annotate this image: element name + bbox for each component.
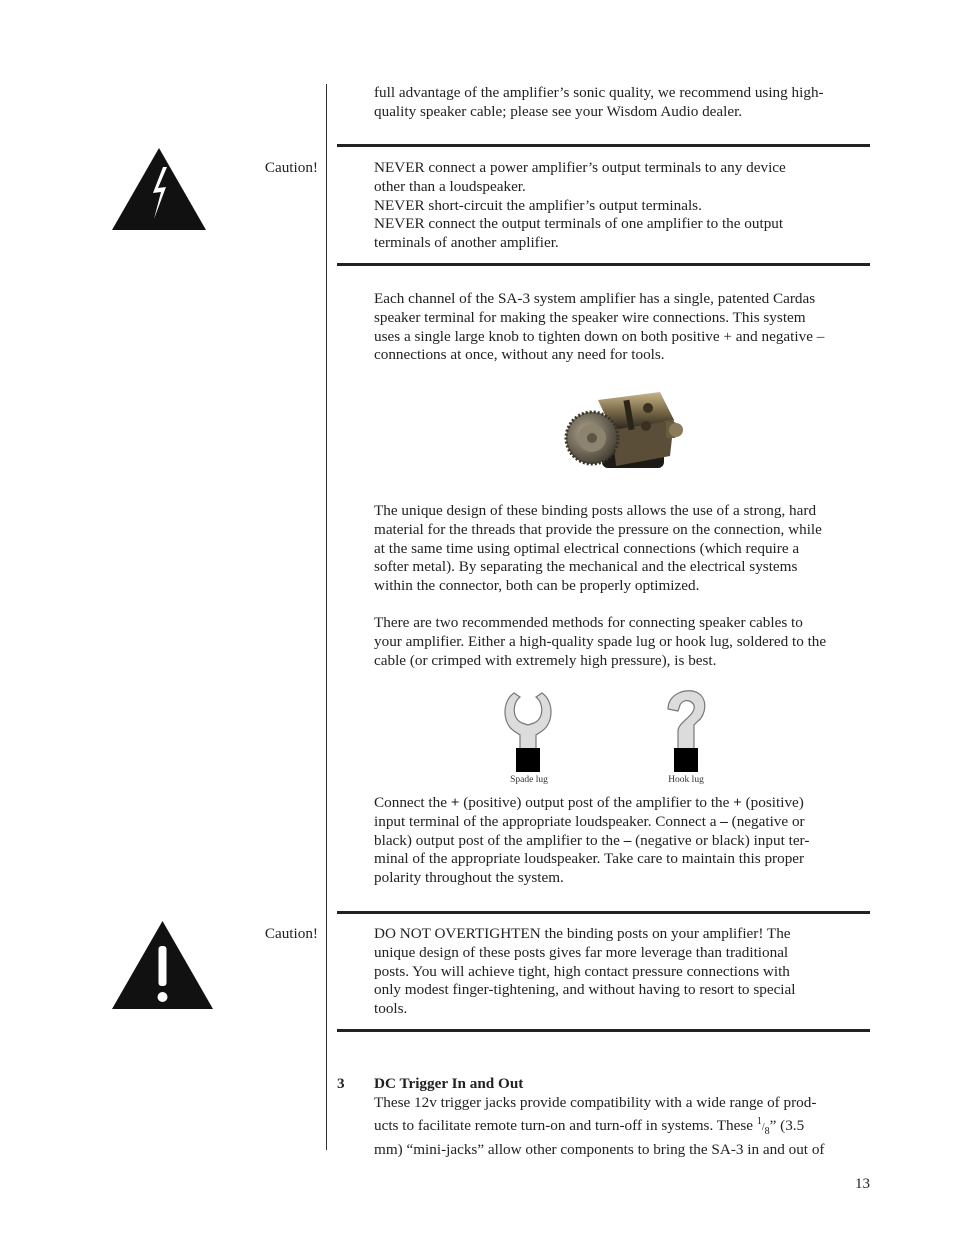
text-span: (negative or bbox=[727, 812, 805, 830]
text-line bbox=[374, 832, 870, 851]
terminal-paragraph bbox=[374, 290, 870, 365]
caution-bottom-rule bbox=[337, 1029, 870, 1032]
text-line: The unique design of these binding posts allows the use of a strong, hard bbox=[374, 502, 817, 519]
connect-paragraph bbox=[374, 794, 870, 888]
text-line: quality speaker cable; please see your Wisdom Audio dealer. bbox=[374, 102, 743, 120]
text-line bbox=[374, 794, 870, 813]
hook-lug-caption: Hook lug bbox=[668, 775, 704, 785]
text-line: speaker terminal for making the speaker wire connections. This system bbox=[374, 308, 806, 326]
intro-paragraph bbox=[374, 84, 870, 122]
text-span: black) output post of the amplifier to the bbox=[374, 831, 624, 849]
text-line: cable (or crimped with extremely high pressure), is best. bbox=[374, 651, 717, 669]
text-span: ucts to facilitate remote turn-on and turn-off in systems. These bbox=[374, 1116, 757, 1134]
minus-sign: – bbox=[720, 812, 728, 830]
section-number: 3 bbox=[337, 1075, 345, 1092]
text-line: softer metal). By separating the mechanical and the electrical systems bbox=[374, 558, 798, 576]
fraction-slash: / bbox=[761, 1121, 765, 1133]
text-line: posts. You will achieve tight, high contact pressure connections with bbox=[374, 962, 790, 980]
text-line: full advantage of the amplifier’s sonic quality, we recommend using high- bbox=[374, 84, 824, 101]
text-line: mm) “mini-jacks” allow other components to bring the SA-3 in and out of bbox=[374, 1141, 825, 1159]
binding-post-image bbox=[562, 386, 686, 480]
fraction-denominator: 8 bbox=[764, 1125, 770, 1137]
text-line bbox=[374, 1113, 870, 1142]
text-line: only modest finger-tightening, and without having to resort to special bbox=[374, 981, 796, 999]
plus-sign: + bbox=[733, 794, 742, 811]
text-line: Each channel of the SA-3 system amplifier has a single, patented Cardas bbox=[374, 290, 816, 307]
page-number: 13 bbox=[855, 1176, 870, 1192]
text-line: at the same time using optimal electrical connections (which require a bbox=[374, 539, 800, 557]
text-line: NEVER short-circuit the amplifier’s output terminals. bbox=[374, 196, 702, 214]
text-line: your amplifier. Either a high-quality spade lug or hook lug, soldered to the bbox=[374, 632, 827, 650]
text-line: tools. bbox=[374, 1000, 408, 1018]
text-line: uses a single large knob to tighten down on both positive + and negative – bbox=[374, 327, 825, 345]
plus-sign: + bbox=[450, 794, 460, 811]
caution-text bbox=[374, 159, 870, 253]
section-3 bbox=[374, 1075, 870, 1160]
caution-text bbox=[374, 925, 870, 1019]
spade-lug-icon bbox=[500, 691, 556, 773]
caution-label: Caution! bbox=[264, 925, 318, 942]
margin-rule bbox=[326, 84, 327, 1150]
text-line: other than a loudspeaker. bbox=[374, 177, 526, 195]
text-line: within the connector, both can be properly optimized. bbox=[374, 577, 700, 595]
text-span: input terminal of the appropriate loudspeaker. Connect a bbox=[374, 812, 721, 830]
caution-bottom-rule bbox=[337, 263, 870, 266]
spade-lug-caption: Spade lug bbox=[510, 775, 548, 785]
text-line: NEVER connect the output terminals of one amplifier to the output bbox=[374, 215, 784, 233]
text-line: polarity throughout the system. bbox=[374, 869, 564, 887]
text-span: (negative or black) input ter- bbox=[631, 831, 810, 849]
text-line: unique design of these posts gives far more leverage than traditional bbox=[374, 943, 789, 961]
text-span: (positive) output post of the amplifier to the bbox=[459, 794, 734, 811]
minus-sign: – bbox=[623, 831, 632, 849]
text-line: These 12v trigger jacks provide compatibility with a wide range of prod- bbox=[374, 1093, 817, 1111]
text-line: material for the threads that provide the pressure on the connection, while bbox=[374, 520, 822, 538]
design-paragraph bbox=[374, 502, 870, 596]
text-line: connections at once, without any need for tools. bbox=[374, 346, 665, 364]
caution-top-rule bbox=[337, 911, 870, 914]
fraction-numerator: 1 bbox=[756, 1115, 762, 1127]
text-span: Connect the bbox=[374, 794, 451, 811]
text-line: minal of the appropriate loudspeaker. Take care to maintain this proper bbox=[374, 850, 805, 868]
caution-top-rule bbox=[337, 144, 870, 147]
text-line bbox=[374, 813, 870, 832]
text-line: DO NOT OVERTIGHTEN the binding posts on your amplifier! The bbox=[374, 925, 791, 942]
text-span: ” (3.5 bbox=[769, 1116, 805, 1134]
text-line: There are two recommended methods for connecting speaker cables to bbox=[374, 614, 803, 631]
hook-lug-icon bbox=[658, 687, 714, 773]
text-line: NEVER connect a power amplifier’s output terminals to any device bbox=[374, 159, 786, 176]
caution-label: Caution! bbox=[264, 159, 318, 176]
section-heading: DC Trigger In and Out bbox=[374, 1075, 524, 1092]
text-span: (positive) bbox=[741, 794, 804, 811]
electric-shock-warning-icon bbox=[111, 147, 207, 231]
text-line: terminals of another amplifier. bbox=[374, 234, 559, 252]
methods-paragraph bbox=[374, 614, 870, 670]
